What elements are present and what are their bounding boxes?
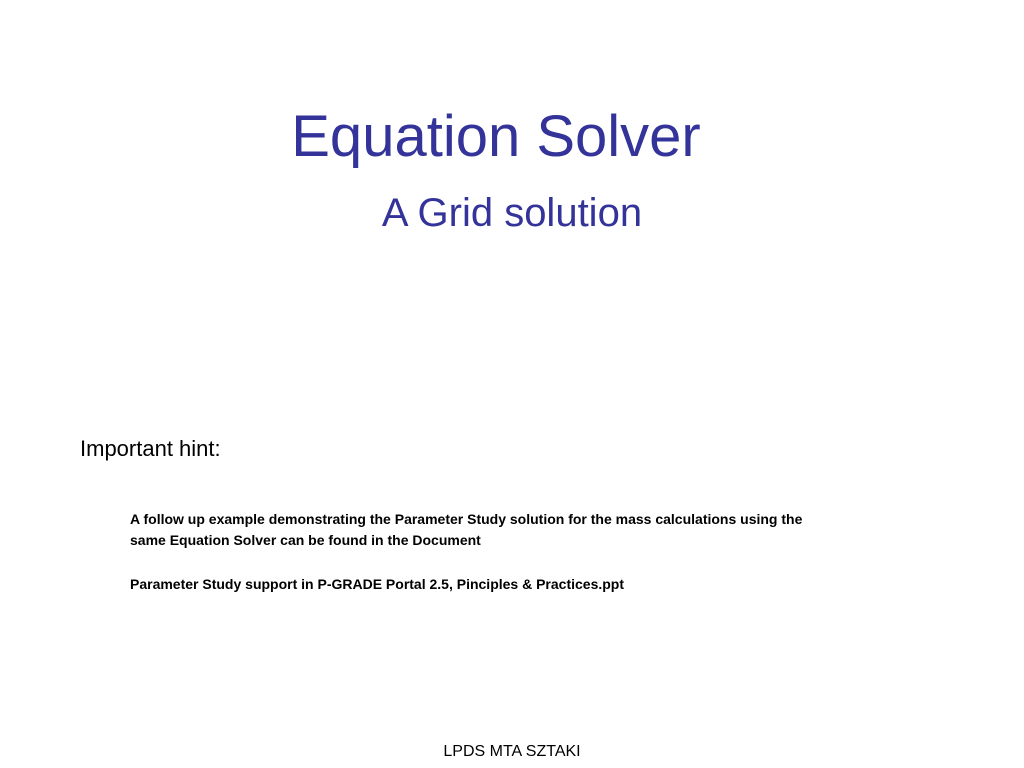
slide-footer: LPDS MTA SZTAKI [443,743,581,760]
slide-subtitle: A Grid solution [381,191,643,235]
hint-body-text: A follow up example demonstrating the Parameter Study solution for the mass calculations using the same Equation Solver can be found in the Document [130,511,803,548]
hint-document-name: Parameter Study support in P-GRADE Portal 2.5, Pinciples & Practices.ppt [130,576,625,592]
slide-title: Equation Solver [291,104,701,169]
hint-heading: Important hint: [80,436,221,461]
